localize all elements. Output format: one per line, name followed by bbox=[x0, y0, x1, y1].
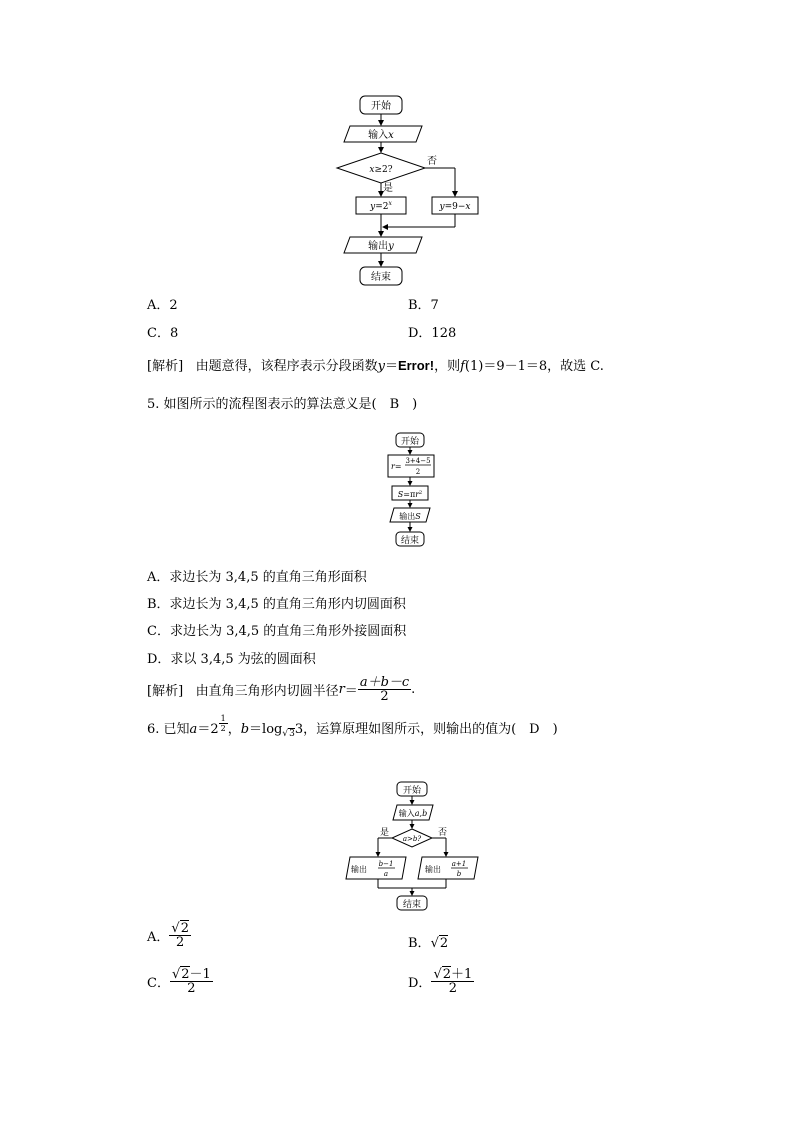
q5-start-label: 开始 bbox=[400, 437, 420, 447]
q5-analysis-rvar: r bbox=[338, 682, 345, 697]
q5-analysis-num: a＋b－c bbox=[359, 675, 410, 690]
q6-option-c-num: √2－1 bbox=[171, 967, 211, 982]
svg-text:输出S bbox=[399, 511, 421, 521]
q4-analysis-text1: 由题意得，该程序表示分段函数 bbox=[195, 359, 378, 374]
q5-analysis-tag: [解析] bbox=[147, 684, 184, 699]
q5-s-eq: =π bbox=[403, 490, 416, 499]
q6-option-a-label: A． bbox=[147, 930, 170, 945]
q6-option-c-label: C． bbox=[147, 976, 170, 991]
q5-analysis-fraction bbox=[358, 676, 411, 703]
q4-analysis bbox=[147, 358, 604, 375]
q6-option-b-label: B． bbox=[408, 936, 431, 951]
q6-output-left-num: b−1 bbox=[378, 860, 394, 868]
q5-r-eq: = bbox=[394, 462, 402, 471]
svg-text:S=πr2 bbox=[398, 490, 422, 499]
q6-option-a-num: √2 bbox=[171, 921, 189, 936]
q4-analysis-text3: (1)＝9－1＝8，故选 C. bbox=[464, 359, 604, 374]
q6-option-d-den: 2 bbox=[448, 981, 457, 996]
q6-option-d-num: √2＋1 bbox=[433, 967, 473, 982]
q4-box-right-label: =9− bbox=[444, 202, 466, 212]
q4-flowchart bbox=[330, 90, 500, 290]
q6-b-rad: 3 bbox=[289, 729, 295, 739]
q5-s-sup: 2 bbox=[419, 490, 423, 496]
q4-box-left-sup: x bbox=[388, 200, 392, 207]
q6-option-a-den: 2 bbox=[176, 935, 185, 950]
q5-analysis-den: 2 bbox=[380, 689, 389, 704]
q6-option-c-num-tail: －1 bbox=[189, 967, 211, 982]
q4-cond-label: ≥2? bbox=[374, 165, 393, 175]
q6-option-c-rad: 2 bbox=[181, 967, 190, 982]
q5-output-label: 输出 bbox=[399, 512, 416, 521]
q6-flowchart bbox=[340, 778, 480, 914]
q4-box-left-label: =2 bbox=[375, 202, 389, 212]
q6-option-d-num-tail: ＋1 bbox=[451, 967, 473, 982]
q6-option-d-label: D． bbox=[408, 976, 432, 991]
q6-option-b: B．√2 bbox=[408, 936, 449, 951]
q6-b-arg: 3，运算原理如图所示，则输出的值为( D ) bbox=[294, 722, 558, 737]
q4-box-right-var: y bbox=[439, 202, 445, 212]
q4-analysis-error: Error! bbox=[397, 358, 435, 373]
q4-option-c: C．8 bbox=[147, 326, 179, 341]
q6-input-vars: a,b bbox=[414, 809, 428, 818]
q6-cond-label: a>b? bbox=[402, 835, 422, 843]
q6-start-label: 开始 bbox=[402, 786, 422, 796]
q4-start-label: 开始 bbox=[371, 101, 391, 112]
q6-option-a-rad: 2 bbox=[180, 921, 189, 936]
q6-output-left-den: a bbox=[383, 870, 389, 878]
q6-option-d bbox=[408, 968, 474, 995]
q4-input-var: x bbox=[388, 130, 394, 141]
q4-box-left-var: y bbox=[370, 202, 376, 212]
q5-analysis-text: 由直角三角形内切圆半径 bbox=[195, 684, 339, 699]
q5-r-num: 3+4−5 bbox=[405, 457, 431, 465]
q6-option-a-frac bbox=[169, 922, 191, 949]
q4-input-label: 输入 bbox=[368, 130, 389, 141]
q6-b-base: √3 bbox=[282, 729, 295, 739]
q4-option-a: A．2 bbox=[147, 298, 178, 313]
q6-option-b-val: 2 bbox=[439, 936, 449, 951]
q4-box-right-var2: x bbox=[465, 202, 471, 212]
q4-analysis-fvar: f bbox=[460, 359, 465, 374]
q5-r-var: r bbox=[391, 462, 395, 471]
q6-comma1: ， bbox=[227, 722, 241, 737]
q6-stem-pre: 6. 已知 bbox=[147, 722, 190, 737]
q4-analysis-yvar: y bbox=[377, 359, 385, 374]
svg-text:r= bbox=[391, 462, 402, 471]
q6-a-exp-num: 1 bbox=[220, 714, 226, 723]
q4-cond-var: x bbox=[369, 165, 375, 175]
q6-option-a bbox=[147, 922, 191, 949]
q6-a-exp-den: 2 bbox=[220, 724, 226, 733]
q6-a-eq: ＝2 bbox=[197, 722, 219, 737]
q4-analysis-tag: [解析] bbox=[147, 359, 184, 374]
q5-option-a: A．求边长为 3,4,5 的直角三角形面积 bbox=[147, 570, 367, 585]
q5-analysis bbox=[147, 676, 415, 703]
q6-stem bbox=[147, 714, 558, 742]
q5-flowchart bbox=[380, 430, 450, 555]
q4-yes-label: 是 bbox=[383, 183, 393, 194]
q4-analysis-eq: ＝ bbox=[384, 359, 398, 374]
svg-text:输入a,b bbox=[399, 808, 427, 818]
q4-end-label: 结束 bbox=[371, 272, 391, 283]
q6-option-d-frac bbox=[431, 968, 474, 995]
q5-end-label: 结束 bbox=[400, 536, 420, 546]
svg-text:y=9−x bbox=[439, 202, 471, 212]
q6-output-right-den: b bbox=[456, 870, 462, 878]
q6-b-eq: ＝log bbox=[249, 722, 283, 737]
q6-input-label: 输入 bbox=[398, 809, 415, 818]
q5-option-b: B．求边长为 3,4,5 的直角三角形内切圆面积 bbox=[147, 597, 406, 612]
q5-option-d: D．求以 3,4,5 为弦的圆面积 bbox=[147, 652, 316, 667]
svg-text:输入x bbox=[368, 128, 394, 141]
q6-a-var: a bbox=[189, 722, 198, 737]
q6-option-c-den: 2 bbox=[187, 981, 196, 996]
q4-analysis-text2: ，则 bbox=[434, 359, 461, 374]
q6-output-left-label: 输出 bbox=[351, 865, 367, 874]
q4-option-b: B．7 bbox=[408, 298, 439, 313]
q4-option-d: D．128 bbox=[408, 326, 457, 341]
q5-analysis-tail: . bbox=[411, 682, 416, 697]
q6-option-c bbox=[147, 968, 213, 995]
q5-output-var: S bbox=[415, 512, 421, 521]
q6-b-var: b bbox=[240, 722, 250, 737]
q6-a-exp bbox=[219, 714, 228, 733]
q6-end-label: 结束 bbox=[402, 900, 422, 910]
q6-yes-label: 是 bbox=[380, 828, 390, 838]
q5-analysis-eq: ＝ bbox=[344, 684, 358, 699]
q5-s-var2: r bbox=[415, 490, 420, 499]
svg-text:x≥2? bbox=[369, 165, 392, 175]
q5-s-var: S bbox=[397, 490, 404, 499]
q5-stem: 5. 如图所示的流程图表示的算法意义是( B ) bbox=[147, 397, 418, 412]
q6-option-c-frac bbox=[170, 968, 213, 995]
q6-output-right-label: 输出 bbox=[425, 865, 441, 874]
q4-output-label: 输出 bbox=[368, 241, 389, 252]
q5-option-c: C．求边长为 3,4,5 的直角三角形外接圆面积 bbox=[147, 624, 407, 639]
svg-text:输出y bbox=[368, 239, 394, 252]
q4-no-label: 否 bbox=[427, 156, 437, 167]
q4-output-var: y bbox=[388, 241, 394, 252]
q5-r-den: 2 bbox=[415, 468, 421, 476]
q6-option-d-rad: 2 bbox=[442, 967, 452, 982]
q6-no-label: 否 bbox=[438, 828, 448, 838]
q6-output-right-num: a+1 bbox=[451, 860, 467, 868]
